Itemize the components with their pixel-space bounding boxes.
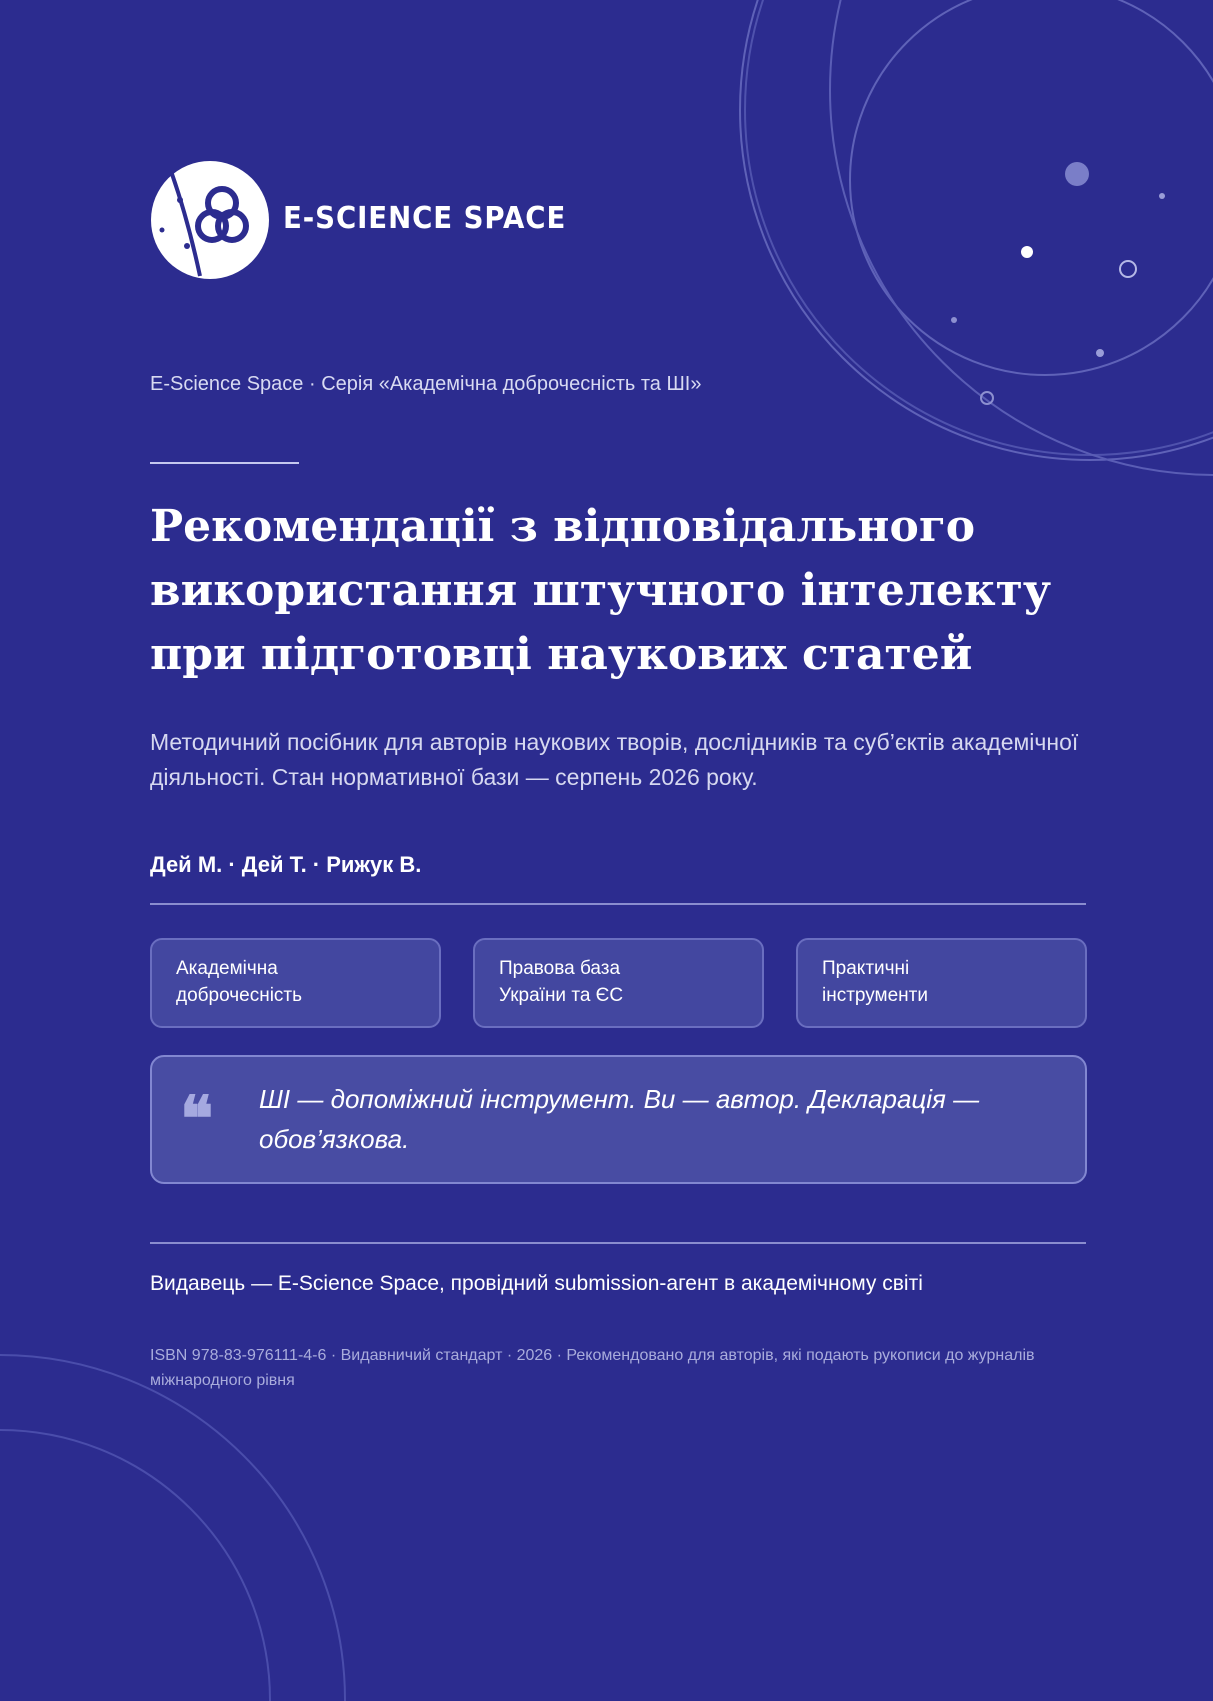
topic-tag-tools: Практичні інструменти xyxy=(796,938,1087,1028)
divider xyxy=(150,1242,1086,1244)
page-subtitle: Методичний посібник для авторів наукових творів, дослідників та суб’єктів академічної діяльності. Стан нормативної бази — серпень 2026 року. xyxy=(150,729,1079,790)
divider xyxy=(150,903,1086,905)
accent-divider xyxy=(150,462,299,464)
brand-name: E-SCIENCE SPACE xyxy=(283,201,567,236)
topic-tag-integrity: Академічна доброчесність xyxy=(150,938,441,1028)
topic-tag-legal-base: Правова база України та ЄС xyxy=(473,938,764,1028)
quote-icon: ❝ xyxy=(180,1082,214,1155)
page-title: Рекомендації з відповідального використання штучного інтелекту при підготовці наукових статей xyxy=(150,501,1052,680)
quote-text: ШІ — допоміжний інструмент. Ви — автор. Декларація — обов’язкова. xyxy=(259,1084,980,1154)
series-label: E-Science Space · Серія «Академічна доброчесність та ШІ» xyxy=(150,373,702,395)
quote-box xyxy=(150,1055,1087,1184)
isbn-line: ISBN 978-83-976111-4-6 · Видавничий стандарт · 2026 · Рекомендовано для авторів, які подають рукописи до журналів міжнародного рівня xyxy=(150,1347,1035,1389)
publisher-line: Видавець — E-Science Space, провідний submission-агент в академічному світі xyxy=(150,1272,923,1295)
authors: Дей М. · Дей Т. · Рижук В. xyxy=(150,852,422,877)
knot-sphere-logo-icon xyxy=(150,160,270,280)
